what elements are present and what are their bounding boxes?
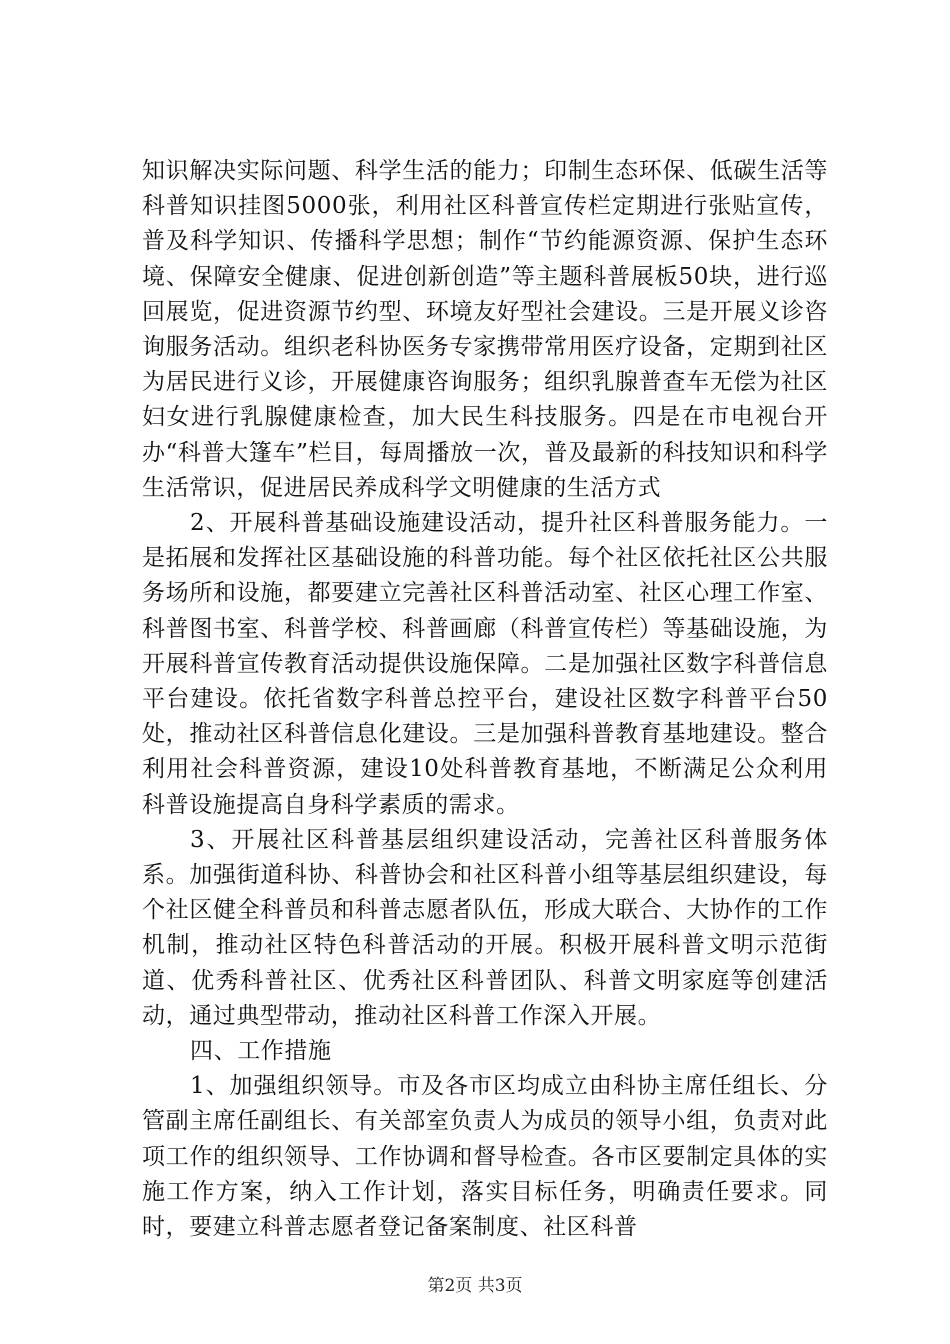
document-body xyxy=(142,154,828,1245)
paragraph-item-2: 2、开展科普基础设施建设活动，提升社区科普服务能力。一是拓展和发挥社区基础设施的科普功能。每个社区依托社区公共服务场所和设施，都要建立完善社区科普活动室、社区心理工作室、科普图书室、科普学校、科普画廊（科普宣传栏）等基础设施，为开展科普宣传教育活动提供设施保障。二是加强社区数字科普信息平台建设。依托省数字科普总控平台，建设社区数字科普平台50处，推动社区科普信息化建设。三是加强科普教育基地建设。整合利用社会科普资源，建设10处科普教育基地，不断满足公众利用科普设施提高自身科学素质的需求。 xyxy=(142,510,828,818)
section-heading-work-measures: 四、工作措施 xyxy=(190,1038,332,1065)
paragraph-item-3: 3、开展社区科普基层组织建设活动，完善社区科普服务体系。加强街道科协、科普协会和社区科普小组等基层组织建设，每个社区健全科普员和科普志愿者队伍，形成大联合、大协作的工作机制，推动社区特色科普活动的开展。积极开展科普文明示范街道、优秀科普社区、优秀社区科普团队、科普文明家庭等创建活动，通过典型带动，推动社区科普工作深入开展。 xyxy=(142,826,828,1029)
page-footer: 第2页 共3页 xyxy=(427,1276,523,1296)
paragraph-measure-1: 1、加强组织领导。市及各市区均成立由科协主席任组长、分管副主席任副组长、有关部室负责人为成员的领导小组，负责对此项工作的组织领导、工作协调和督导检查。各市区要制定具体的实施工作方案，纳入工作计划，落实目标任务，明确责任要求。同时，要建立科普志愿者登记备案制度、社区科普 xyxy=(142,1073,828,1241)
paragraph-continuation: 知识解决实际问题、科学生活的能力；印制生态环保、低碳生活等科普知识挂图5000张，利用社区科普宣传栏定期进行张贴宣传，普及科学知识、传播科学思想；制作“节约能源资源、保护生态环境、保障安全健康、促进创新创造”等主题科普展板50块，进行巡回展览，促进资源节约型、环境友好型社会建设。三是开展义诊咨询服务活动。组织老科协医务专家携带常用医疗设备，定期到社区为居民进行义诊，开展健康咨询服务；组织乳腺普查车无偿为社区妇女进行乳腺健康检查，加大民生科技服务。四是在市电视台开办“科普大篷车”栏目，每周播放一次，普及最新的科技知识和科学生活常识，促进居民养成科学文明健康的生活方式 xyxy=(142,158,828,501)
